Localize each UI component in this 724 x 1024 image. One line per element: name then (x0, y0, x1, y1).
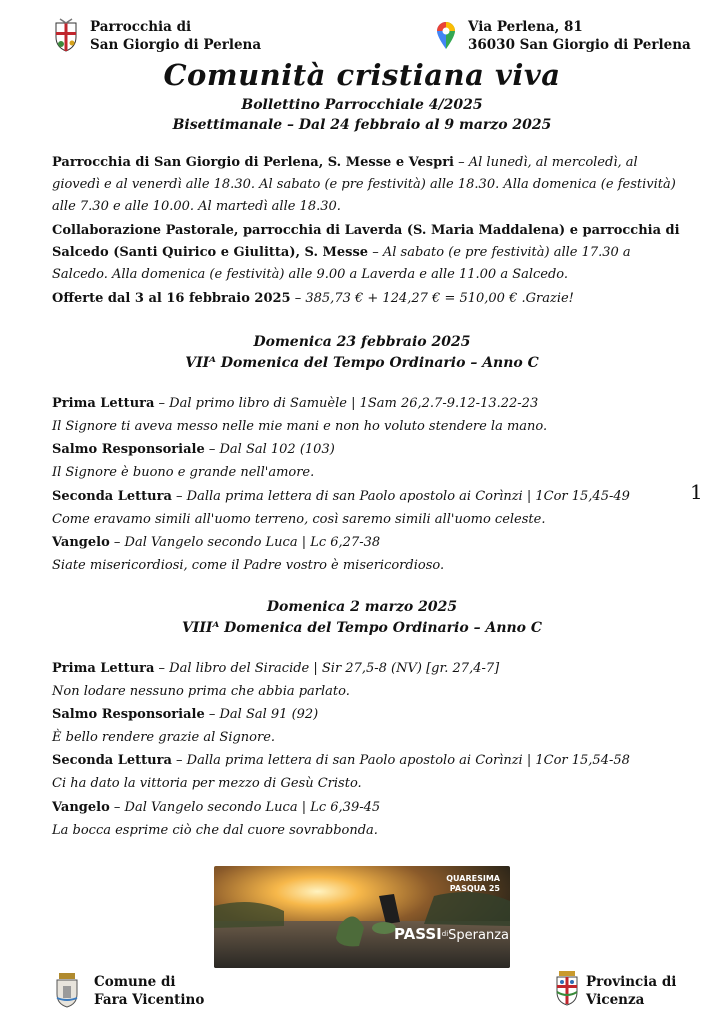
bulletin-period: Bisettimanale – Dal 24 febbraio al 9 marzo 2025 (172, 117, 552, 133)
mass-schedule-collaboration-text: – Al sabato (e pre festività) alle 17.30 a Salcedo. Alla domenica (e festività) alle 9.00 a Laverda e alle 11.00 a Salcedo. (52, 245, 631, 282)
sunday2-first-reading-label: Prima Lettura (52, 661, 155, 676)
sunday2-date: Domenica 2 marzo 2025 (266, 599, 458, 615)
sunday2-first-reading-text: Non lodare nessuno prima che abbia parlato. (52, 684, 350, 699)
sunday1-gospel-label: Vangelo (52, 535, 110, 550)
parish-address (468, 18, 691, 54)
parish-name (90, 18, 261, 54)
offerings (52, 288, 682, 310)
mass-schedule-perlena-heading: Parrocchia di San Giorgio di Perlena, S. Messe e Vespri (52, 155, 454, 170)
sunday1-psalm (52, 438, 692, 461)
sunday2-first-reading-ref: – Dal libro del Siracide | Sir 27,5-8 (NV) [gr. 27,4-7] (154, 661, 500, 676)
sunday1-psalm-ref: – Dal Sal 102 (103) (204, 442, 335, 457)
sunday2-first-reading (52, 657, 692, 680)
bulletin-title: Comunità cristiana viva (163, 58, 561, 92)
sunday1-gospel-text: Siate misericordiosi, come il Padre vostro è misericordioso. (52, 558, 445, 573)
mass-schedule-perlena (52, 152, 682, 218)
sunday2-gospel (52, 796, 692, 819)
header-left-line1: Parrocchia di (90, 19, 192, 35)
footer-right-line2: Vicenza (586, 992, 645, 1008)
sunday2-psalm (52, 703, 692, 726)
header-left-line2: San Giorgio di Perlena (90, 37, 262, 53)
sunday2-second-reading (52, 749, 692, 772)
sunday2-psalm-text: È bello rendere grazie al Signore. (52, 730, 276, 745)
sunday2-second-reading-ref: – Dalla prima lettera di san Paolo apostolo ai Corìnzi | 1Cor 15,54-58 (171, 753, 630, 768)
sunday1-gospel-ref: – Dal Vangelo secondo Luca | Lc 6,27-38 (109, 535, 381, 550)
parish-crest-icon (52, 17, 80, 53)
sunday1-date: Domenica 23 febbraio 2025 (253, 334, 471, 350)
sunday1-first-reading-ref: – Dal primo libro di Samuèle | 1Sam 26,2.7-9.12-13.22-23 (154, 396, 539, 411)
sunday2-second-reading-label: Seconda Lettura (52, 753, 172, 768)
fara-vicentino-coat-of-arms-icon (52, 972, 82, 1008)
passi-di-speranza-logo (394, 926, 509, 944)
sunday2-name: VIIIᴬ Domenica del Tempo Ordinario – Anno C (181, 620, 543, 636)
banner-logo-di: di (441, 930, 449, 938)
banner-quaresima: QUARESIMA (446, 874, 500, 883)
mass-schedule-collaboration-heading: Collaborazione Pastorale, parrocchia di Laverda (S. Maria Maddalena) e parrocchia di Salcedo (Santi Quirico e Giulitta), S. Messe (52, 223, 680, 260)
sunday1-second-reading-text: Come eravamo simili all'uomo terreno, così saremo simili all'uomo celeste. (52, 512, 546, 527)
mass-schedule-collaboration (52, 220, 682, 286)
footer-left-line2: Fara Vicentino (94, 992, 205, 1008)
sunday2-psalm-label: Salmo Responsoriale (52, 707, 205, 722)
banner-pasqua: PASQUA 25 (449, 884, 500, 893)
sunday1-first-reading-label: Prima Lettura (52, 396, 155, 411)
sunday2-gospel-label: Vangelo (52, 800, 110, 815)
sunday1-second-reading-ref: – Dalla prima lettera di san Paolo apostolo ai Corìnzi | 1Cor 15,45-49 (171, 489, 630, 504)
sunday1-psalm-label: Salmo Responsoriale (52, 442, 205, 457)
banner-logo-main: PASSI (394, 925, 442, 943)
footer-right-line1: Provincia di (586, 974, 677, 990)
sunday1-first-reading-text: Il Signore ti aveva messo nelle mie mani e non ho voluto stendere la mano. (52, 419, 548, 434)
sunday1-psalm-text: Il Signore è buono e grande nell'amore. (52, 465, 315, 480)
bulletin-number: Bollettino Parrocchiale 4/2025 (241, 97, 483, 113)
lent-banner-image (214, 866, 510, 968)
province-name (586, 973, 676, 1009)
sunday2-gospel-text: La bocca esprime ciò che dal cuore sovrabbonda. (52, 823, 378, 838)
mass-schedule-perlena-text: – Al lunedì, al mercoledì, al giovedì e al venerdì alle 18.30. Al sabato (e pre festività) alle 18.30. Alla domenica (e festività) alle 7.30 e alle 10.00. Al martedì alle 18.30. (52, 155, 676, 214)
sunday2-psalm-ref: – Dal Sal 91 (92) (204, 707, 319, 722)
banner-logo-tail: Speranza (448, 928, 509, 943)
vicenza-province-coat-of-arms-icon (554, 970, 580, 1006)
header-right-line1: Via Perlena, 81 (468, 19, 583, 35)
sunday1-name: VIIᴬ Domenica del Tempo Ordinario – Anno C (185, 355, 539, 371)
sunday1-gospel (52, 531, 692, 554)
page-number: 1 (690, 480, 703, 504)
header-right-line2: 36030 San Giorgio di Perlena (468, 37, 691, 53)
municipality-name (94, 973, 204, 1009)
map-pin-icon (435, 20, 457, 50)
sunday1-first-reading (52, 392, 692, 415)
offerings-heading: Offerte dal 3 al 16 febbraio 2025 (52, 291, 291, 306)
sunday2-gospel-ref: – Dal Vangelo secondo Luca | Lc 6,39-45 (109, 800, 381, 815)
footer-left-line1: Comune di (94, 974, 176, 990)
offerings-text: – 385,73 € + 124,27 € = 510,00 € .Grazie! (290, 291, 574, 306)
sunday2-second-reading-text: Ci ha dato la vittoria per mezzo di Gesù Cristo. (52, 776, 362, 791)
sunday1-second-reading-label: Seconda Lettura (52, 489, 172, 504)
lent-label (446, 874, 500, 894)
sunday1-second-reading (52, 485, 692, 508)
